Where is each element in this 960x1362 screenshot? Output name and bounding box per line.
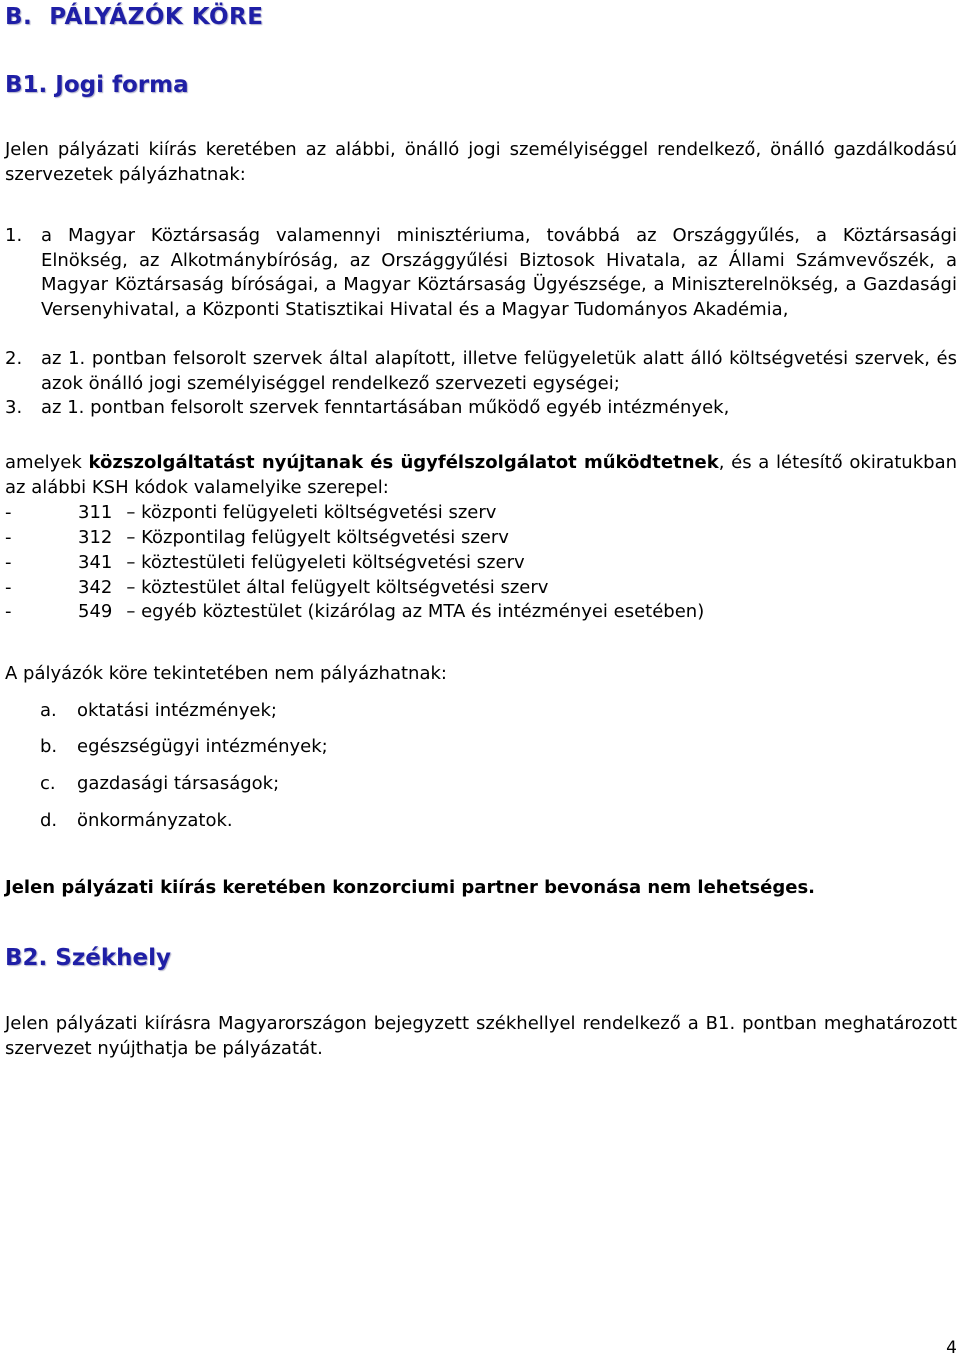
ksh-code: 549 [78,601,113,622]
excluded-item [40,698,277,723]
ksh-code: 312 [78,527,113,548]
ksh-label: – köztestület által felügyelt költségvetési szerv [126,577,549,598]
item-text: a Magyar Köztársaság valamennyi minisztériuma, továbbá az Országgyűlés, a Köztársasági Elnökség, az Alkotmánybíróság, az Országgyűlési Biztosok Hivatala, az Állami Számvevőszék, a Magyar Köztársaság bíróságai, a Magyar Köztársaság Ügyészsége, a Miniszterelnökség, a Gazdasági Versenyhivatal, a Központi Statisztikai Hivatal és a Magyar Tudományos Akadémia, [41,225,957,320]
item-number: 2. [5,348,23,369]
item-text: az 1. pontban felsorolt szervek által alapított, illetve felügyeletük alatt álló költségvetési szervek, és azok önálló jogi személyiséggel rendelkező szervezeti egységei; [41,348,957,394]
item-letter: a. [40,700,57,721]
item-letter: b. [40,736,58,757]
b2-paragraph: Jelen pályázati kiírásra Magyarországon bejegyzett székhellyel rendelkező a B1. pontban meghatározott szervezet nyújthatja be pályázatát. [5,1013,957,1059]
consortium-note: Jelen pályázati kiírás keretében konzorciumi partner bevonása nem lehetséges. [5,877,815,898]
ksh-label: – Központilag felügyelt költségvetési szerv [126,527,509,548]
dash-marker: - [5,527,12,548]
ksh-code: 341 [78,552,113,573]
item-text: egészségügyi intézmények; [77,736,328,757]
excluded-item [40,734,328,759]
ksh-label: – központi felügyeleti költségvetési szerv [126,502,497,523]
numbered-item-2 [5,347,957,397]
amelyek-bold: közszolgáltatást nyújtanak és ügyfélszolgálatot működtetnek [88,452,719,473]
excluded-intro: A pályázók köre tekintetében nem pályázhatnak: [5,663,447,684]
item-number: 3. [5,397,23,418]
section-heading-b: B. PÁLYÁZÓK KÖRE [5,4,264,30]
b1-intro-paragraph: Jelen pályázati kiírás keretében az alábbi, önálló jogi személyiséggel rendelkező, önálló gazdálkodású szervezetek pályázhatnak: [5,139,957,185]
item-text: önkormányzatok. [77,810,233,831]
dash-marker: - [5,552,12,573]
item-text: gazdasági társaságok; [77,773,280,794]
numbered-item-1 [5,224,957,348]
numbered-item-3 [5,396,957,421]
page-number: 4 [946,1338,957,1358]
dash-marker: - [5,577,12,598]
amelyek-post: , és a létesítő okiratukban az alábbi KSH kódok valamelyike szerepel: [5,452,958,498]
ksh-code: 342 [78,577,113,598]
ksh-label: – köztestületi felügyeleti költségvetési szerv [126,552,525,573]
amelyek-paragraph [5,450,957,500]
excluded-item [40,808,233,833]
item-letter: c. [40,773,56,794]
ksh-code: 311 [78,502,113,523]
excluded-item [40,771,279,796]
item-letter: d. [40,810,58,831]
dash-marker: - [5,601,12,622]
ksh-label: – egyéb köztestület (kizárólag az MTA és intézményei esetében) [126,601,705,622]
section-heading-b1: B1. Jogi forma [5,72,189,98]
item-number: 1. [5,225,23,246]
amelyek-pre: amelyek [5,452,89,473]
section-heading-b2: B2. Székhely [5,945,171,971]
item-text: az 1. pontban felsorolt szervek fenntartásában működő egyéb intézmények, [41,397,730,418]
item-text: oktatási intézmények; [77,700,277,721]
dash-marker: - [5,502,12,523]
